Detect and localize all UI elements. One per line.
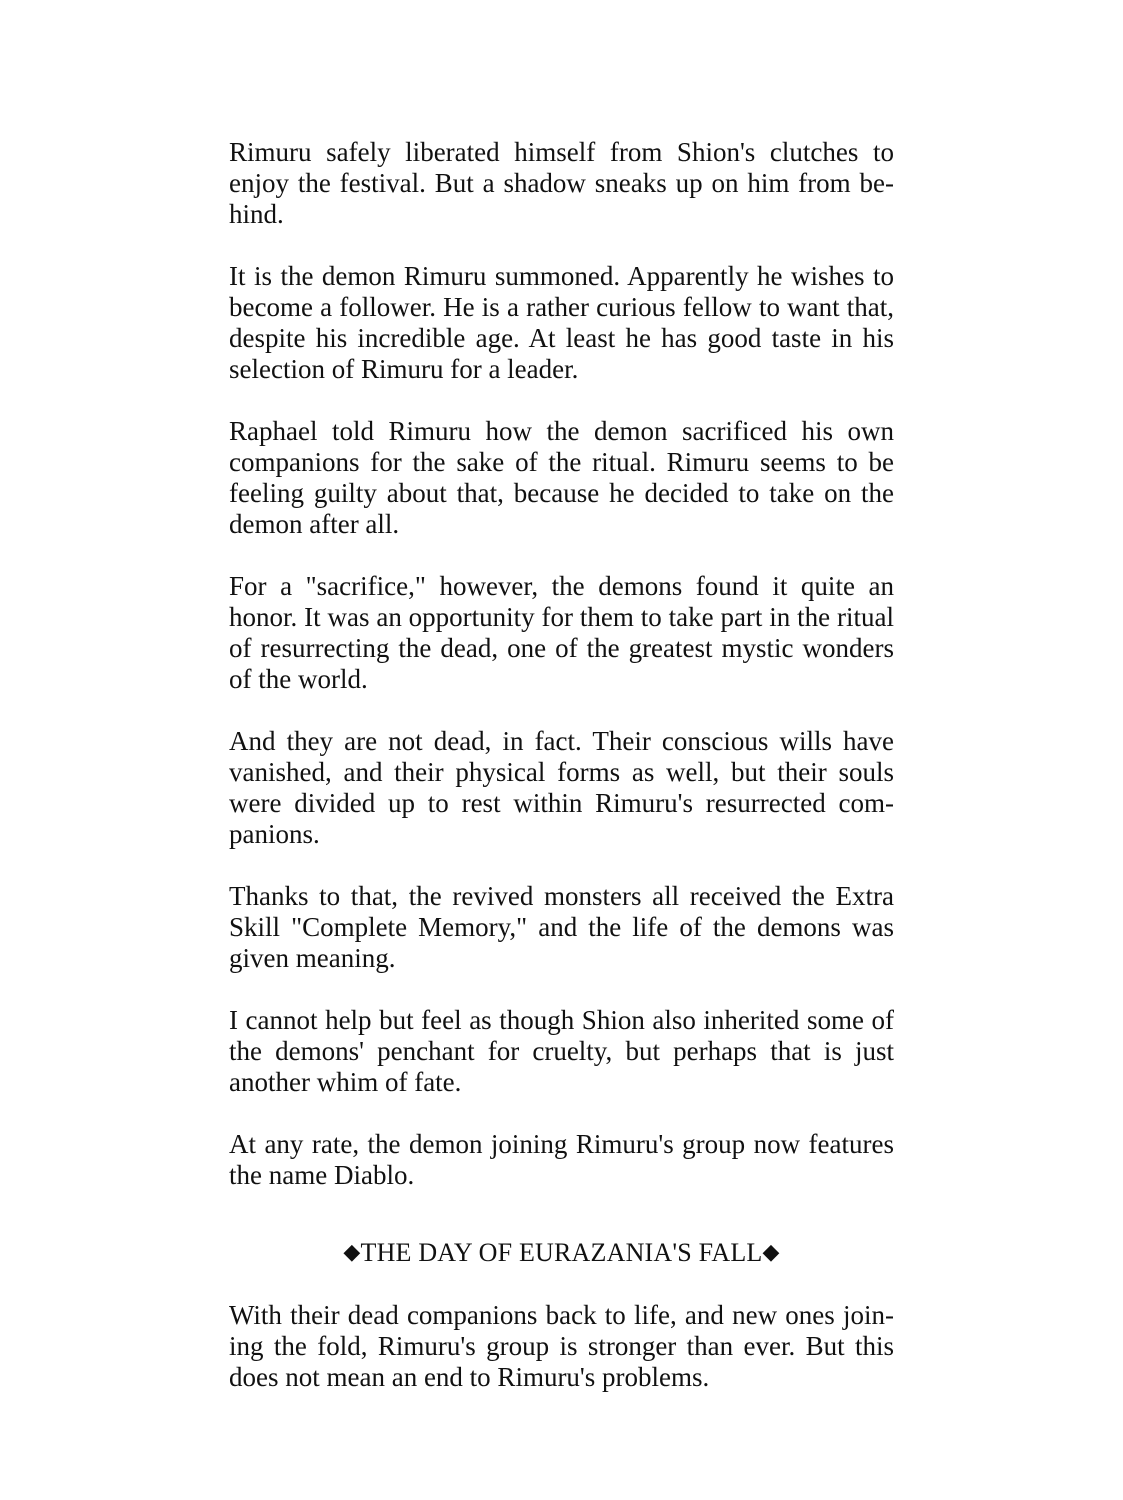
closing-paragraph: With their dead companions back to life, and new ones joining the fold, Rimuru's group is stronger than ever. But this does not mean an end to Rimuru's problems. xyxy=(229,1300,894,1392)
paragraph-7: I cannot help but feel as though Shion also inherited some of the demons' penchant for cruelty, but perhaps that is just another whim of fate. xyxy=(229,1005,894,1097)
diamond-ornament-icon: ◆ xyxy=(762,1239,780,1264)
page-body xyxy=(229,137,894,1424)
section-heading-text: THE DAY OF EURAZANIA'S FALL xyxy=(360,1238,763,1267)
paragraph-2: It is the demon Rimuru summoned. Apparently he wishes to become a follower. He is a rather curious fellow to want that, despite his incredible age. At least he has good taste in his selection of Rimuru for a leader. xyxy=(229,261,894,384)
paragraph-6: Thanks to that, the revived monsters all received the Extra Skill "Complete Memory," and the life of the demons was given meaning. xyxy=(229,881,894,973)
paragraph-4: For a "sacrifice," however, the demons found it quite an honor. It was an opportunity for them to take part in the ritual of resurrecting the dead, one of the greatest mystic wonders of the world. xyxy=(229,571,894,694)
paragraph-5: And they are not dead, in fact. Their conscious wills have vanished, and their physical forms as well, but their souls were divided up to rest within Rimuru's resurrected companions. xyxy=(229,726,894,849)
section-heading xyxy=(229,1237,894,1269)
paragraph-8: At any rate, the demon joining Rimuru's group now features the name Diablo. xyxy=(229,1129,894,1190)
paragraph-3: Raphael told Rimuru how the demon sacrificed his own companions for the sake of the ritual. Rimuru seems to be feeling guilty about that, because he decided to take on the demon after all. xyxy=(229,416,894,539)
diamond-ornament-icon: ◆ xyxy=(343,1239,361,1264)
paragraph-1: Rimuru safely liberated himself from Shion's clutches to enjoy the festival. But a shadow sneaks up on him from behind. xyxy=(229,137,894,229)
